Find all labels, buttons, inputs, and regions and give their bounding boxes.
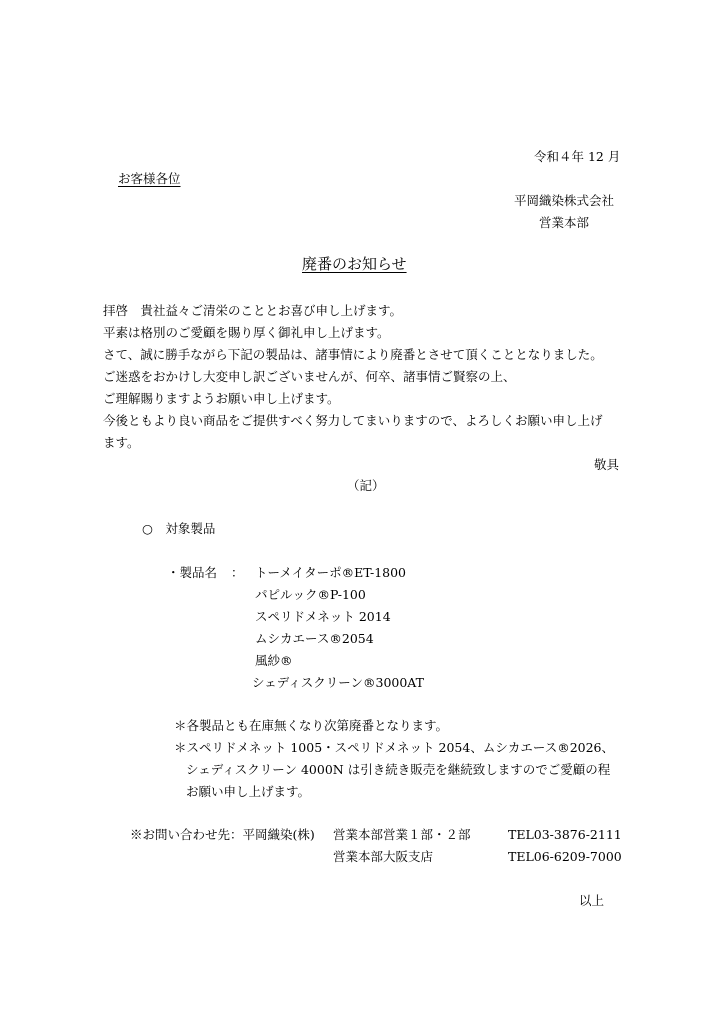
end-mark: 以上 bbox=[579, 893, 605, 908]
contact-tel-1: TEL03-3876-2111 bbox=[508, 827, 622, 842]
product-item: スペリドメネット 2014 bbox=[255, 609, 391, 624]
note-line: お願い申し上げます。 bbox=[186, 784, 311, 799]
product-item: ムシカエース®2054 bbox=[255, 631, 374, 646]
product-item: パピルック®P-100 bbox=[255, 587, 366, 602]
body-line: 拝啓 貴社益々ご清栄のこととお喜び申し上げます。 bbox=[103, 303, 403, 318]
body-line: さて、誠に勝手ながら下記の製品は、諸事情により廃番とさせて頂くこととなりました。 bbox=[103, 347, 603, 362]
product-item: トーメイターポ®ET-1800 bbox=[255, 565, 407, 580]
section-heading: ○ 対象製品 bbox=[142, 521, 216, 536]
note-line: ＊スペリドメネット 1005・スペリドメネット 2054、ムシカエース®2026、 bbox=[174, 740, 615, 755]
contact-dept-1: 営業本部営業１部・２部 bbox=[333, 827, 471, 842]
contact-dept-2: 営業本部大阪支店 bbox=[333, 849, 434, 864]
body-line: ます。 bbox=[103, 435, 140, 450]
sender-department: 営業本部 bbox=[539, 215, 590, 230]
note-line: シェディスクリーン 4000N は引き続き販売を継続致しますのでご愛顧の程 bbox=[186, 762, 611, 777]
body-line: ご迷惑をおかけし大変申し訳ございませんが、何卒、諸事情ご賢察の上、 bbox=[103, 369, 516, 384]
product-item: シェディスクリーン®3000AT bbox=[252, 675, 424, 690]
ki-heading: （記） bbox=[347, 478, 385, 493]
product-item: 風紗® bbox=[255, 653, 293, 668]
note-line: ＊各製品とも在庫無くなり次第廃番となります。 bbox=[174, 718, 449, 733]
contact-label: ※お問い合わせ先：平岡織染(株) bbox=[130, 827, 315, 842]
product-label: ・製品名 bbox=[167, 565, 218, 580]
recipient: お客様各位 bbox=[118, 171, 181, 186]
product-colon: ： bbox=[231, 565, 244, 580]
body-line: ご理解賜りますようお願い申し上げます。 bbox=[103, 391, 340, 406]
sender-company: 平岡織染株式会社 bbox=[514, 193, 615, 208]
body-line: 今後ともより良い商品をご提供すべく努力してまいりますので、よろしくお願い申し上げ bbox=[103, 413, 603, 428]
body-line: 平素は格別のご愛顧を賜り厚く御礼申し上げます。 bbox=[103, 325, 390, 340]
contact-tel-2: TEL06-6209-7000 bbox=[508, 849, 622, 864]
closing: 敬具 bbox=[594, 457, 620, 472]
document-title: 廃番のお知らせ bbox=[302, 255, 407, 273]
date: 令和４年 12 月 bbox=[534, 149, 621, 164]
